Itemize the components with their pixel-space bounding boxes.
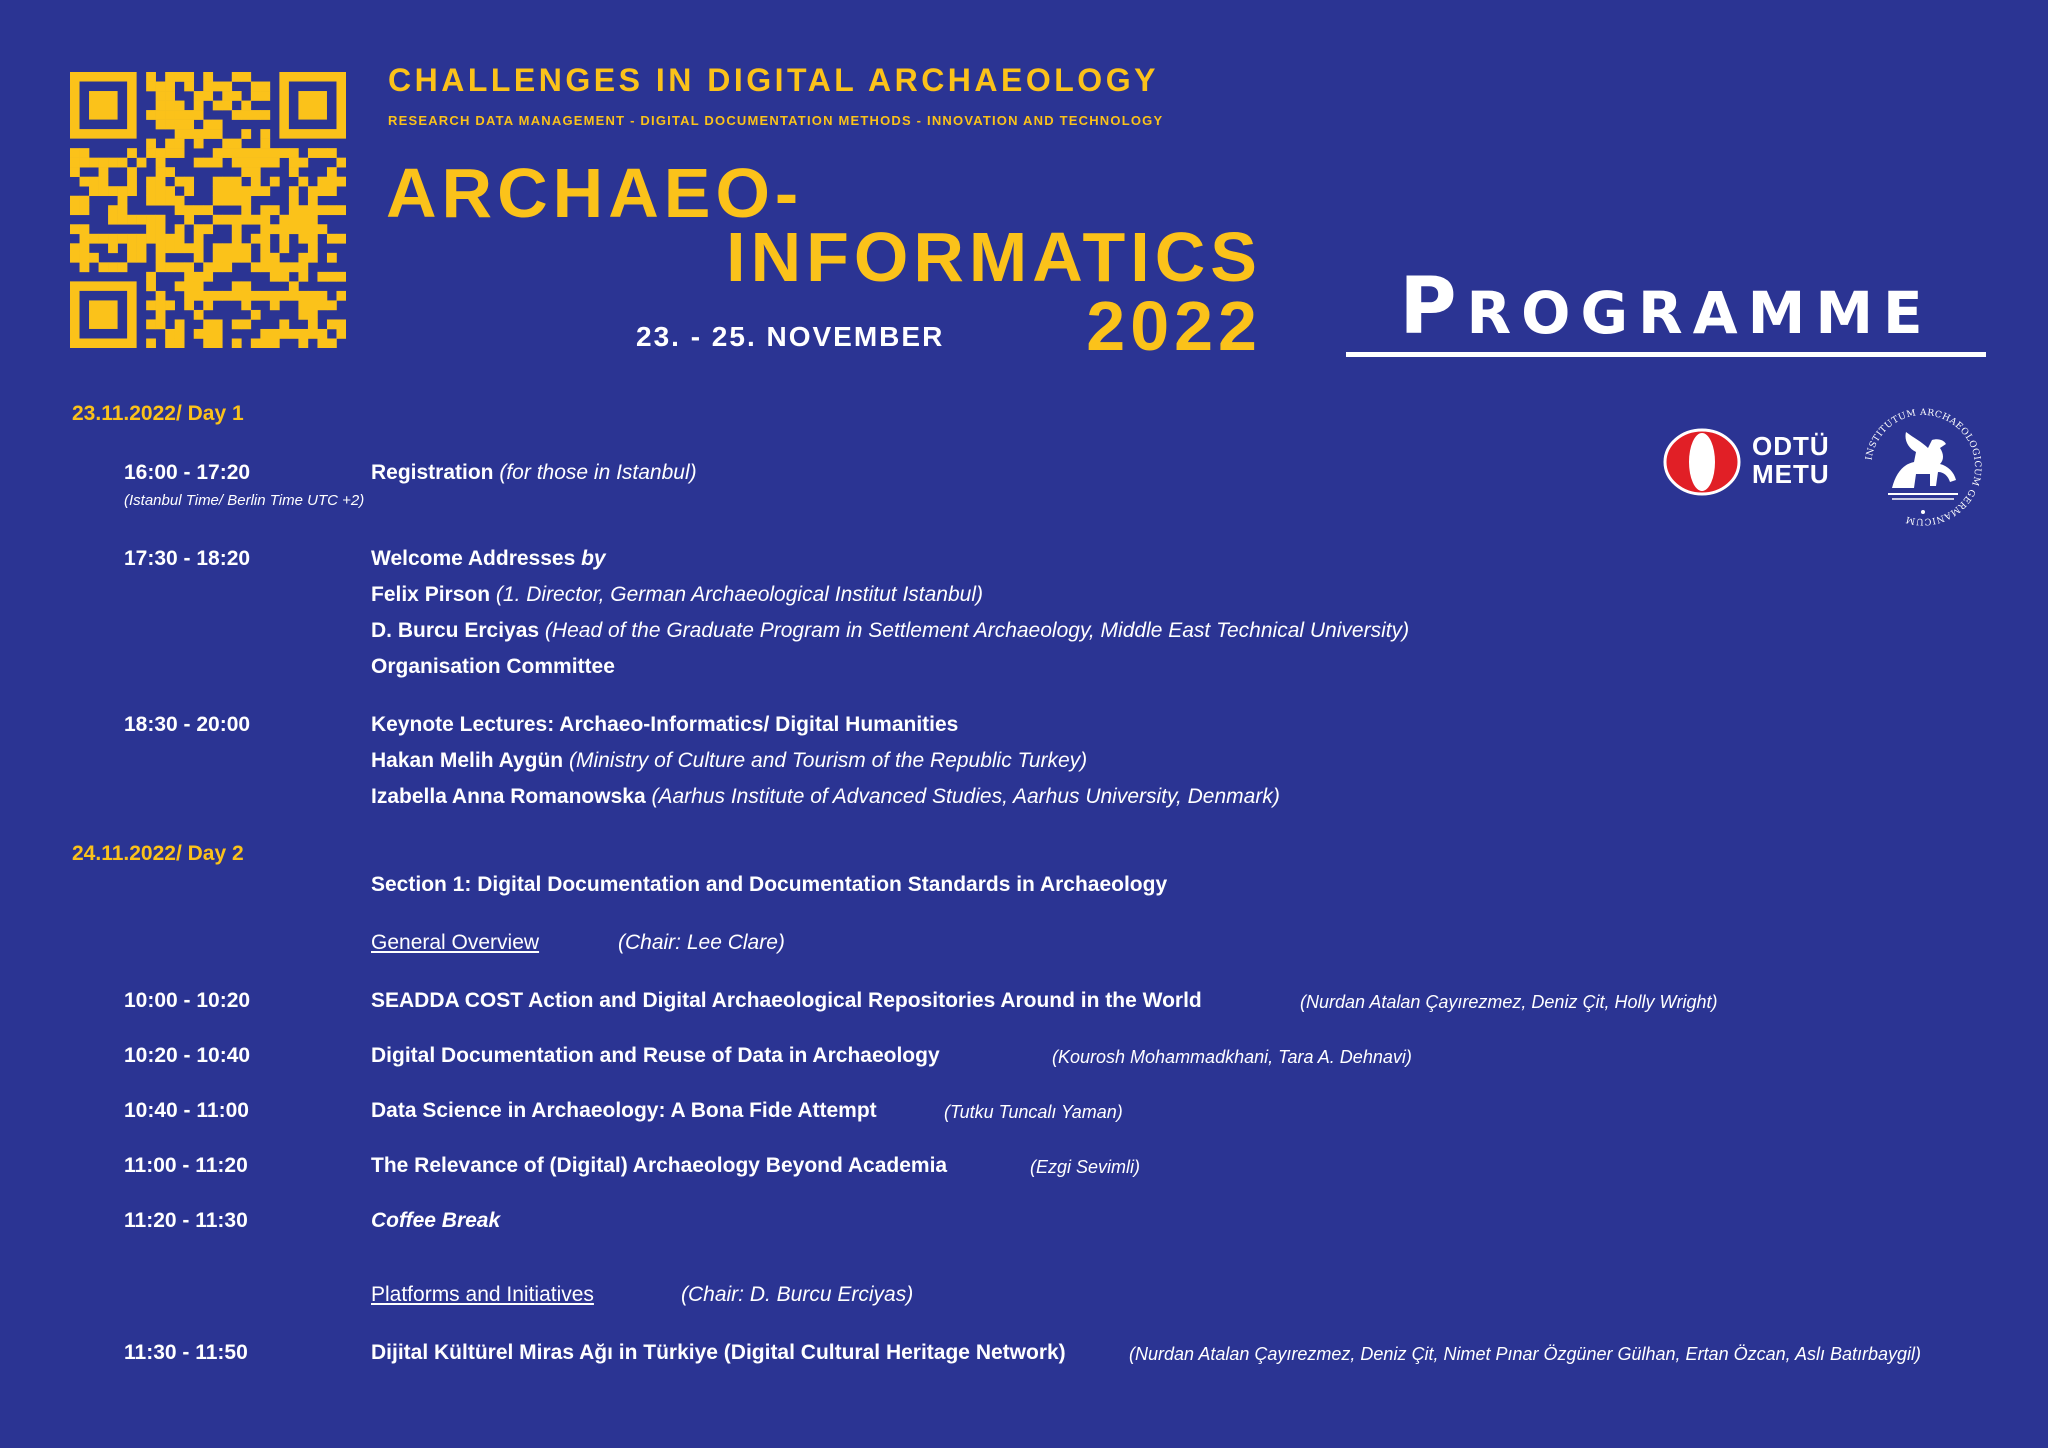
metu-text-line2: METU xyxy=(1752,459,1830,489)
welcome-speaker xyxy=(371,655,615,679)
dai-griffin-seal-icon xyxy=(1858,402,1988,532)
talk-authors: (Ezgi Sevimli) xyxy=(1030,1157,1141,1177)
keynote-title: Keynote Lectures: Archaeo-Informatics/ Digital Humanities xyxy=(371,713,959,736)
talk-time: 10:40 - 11:00 xyxy=(124,1099,249,1122)
speaker-name: Izabella Anna Romanowska xyxy=(371,785,646,808)
metu-text-line1: ODTÜ xyxy=(1752,431,1830,461)
keynote-speaker xyxy=(371,749,1087,773)
speaker-role: (Ministry of Culture and Tourism of the Republic Turkey) xyxy=(568,749,1088,772)
programme-heading-rest: ROGRAMME xyxy=(1466,279,1933,347)
block2-chair: (Chair: D. Burcu Erciyas) xyxy=(681,1283,914,1306)
block2-heading: Platforms and Initiatives xyxy=(371,1283,594,1306)
talk-title: Digital Documentation and Reuse of Data in Archaeology xyxy=(371,1044,940,1067)
talk-title: Dijital Kültürel Miras Ağı in Türkiye (Digital Cultural Heritage Network) xyxy=(371,1341,1066,1364)
event-name-line2: INFORMATICS xyxy=(726,218,1262,296)
registration-title: Registration xyxy=(371,461,494,484)
welcome-title-text: Welcome Addresses xyxy=(371,547,576,570)
day1-label: 23.11.2022/ Day 1 xyxy=(72,402,244,425)
day1-item1-text xyxy=(371,461,697,485)
talk-title: Data Science in Archaeology: A Bona Fide Attempt xyxy=(371,1099,877,1122)
speaker-name: Felix Pirson xyxy=(371,583,491,606)
speaker-name: Hakan Melih Aygün xyxy=(371,749,564,772)
talk-authors: (Tutku Tuncalı Yaman) xyxy=(944,1102,1123,1122)
event-title: CHALLENGES IN DIGITAL ARCHAEOLOGY xyxy=(388,62,1159,98)
speaker-role: (1. Director, German Archaeological Institut Istanbul) xyxy=(495,583,983,606)
day1-item1-time: 16:00 - 17:20 xyxy=(124,461,251,484)
day1-item3-time: 18:30 - 20:00 xyxy=(124,713,251,736)
talk-time: 11:30 - 11:50 xyxy=(124,1341,248,1364)
talk-authors: (Nurdan Atalan Çayırezmez, Deniz Çit, Nimet Pınar Özgüner Gülhan, Ertan Özcan, Aslı Batırbaygil) xyxy=(1129,1344,1921,1364)
speaker-name: Organisation Committee xyxy=(371,655,615,678)
welcome-speaker xyxy=(371,583,983,607)
talk-time: 10:20 - 10:40 xyxy=(124,1044,251,1067)
programme-heading-initial: P xyxy=(1399,262,1467,352)
talk-authors: (Nurdan Atalan Çayırezmez, Deniz Çit, Holly Wright) xyxy=(1300,992,1718,1012)
block1-chair: (Chair: Lee Clare) xyxy=(618,931,785,954)
event-year: 2022 xyxy=(1086,287,1262,365)
block1-heading: General Overview xyxy=(371,931,540,954)
coffee-break: Coffee Break xyxy=(371,1209,501,1232)
talk-authors: (Kourosh Mohammadkhani, Tara A. Dehnavi) xyxy=(1052,1047,1412,1067)
speaker-name: D. Burcu Erciyas xyxy=(371,619,540,642)
keynote-speaker xyxy=(371,785,1280,809)
welcome-title xyxy=(371,547,606,571)
qr-code xyxy=(70,72,346,348)
speaker-role: (Aarhus Institute of Advanced Studies, Aarhus University, Denmark) xyxy=(651,785,1280,808)
speaker-role: (Head of the Graduate Program in Settlement Archaeology, Middle East Technical University) xyxy=(544,619,1410,642)
metu-logo-icon xyxy=(1662,427,1742,497)
section-title: Section 1: Digital Documentation and Documentation Standards in Archaeology xyxy=(371,873,1168,896)
talk-title: SEADDA COST Action and Digital Archaeological Repositories Around in the World xyxy=(371,989,1202,1012)
talk-title: The Relevance of (Digital) Archaeology Beyond Academia xyxy=(371,1154,948,1177)
coffee-break-time: 11:20 - 11:30 xyxy=(124,1209,248,1232)
day2-label: 24.11.2022/ Day 2 xyxy=(72,842,244,865)
svg-text:INSTITUTUM ARCHAEOLOGICUM GERM: INSTITUTUM ARCHAEOLOGICUM GERMANICUM xyxy=(1864,407,1983,527)
timezone-note: (Istanbul Time/ Berlin Time UTC +2) xyxy=(124,492,365,509)
metu-logo-text xyxy=(1752,432,1830,488)
talk-time: 10:00 - 10:20 xyxy=(124,989,251,1012)
day1-item2-time: 17:30 - 18:20 xyxy=(124,547,251,570)
event-dates: 23. - 25. NOVEMBER xyxy=(636,321,945,352)
programme-heading xyxy=(1346,262,1986,357)
event-name-line1: ARCHAEO- xyxy=(386,154,804,232)
event-subtitle: RESEARCH DATA MANAGEMENT - DIGITAL DOCUMENTATION METHODS - INNOVATION AND TECHNOLOGY xyxy=(388,113,1164,128)
registration-detail: (for those in Istanbul) xyxy=(499,461,697,484)
welcome-title-by: by xyxy=(581,547,606,570)
welcome-speaker xyxy=(371,619,1409,643)
talk-time: 11:00 - 11:20 xyxy=(124,1154,248,1177)
